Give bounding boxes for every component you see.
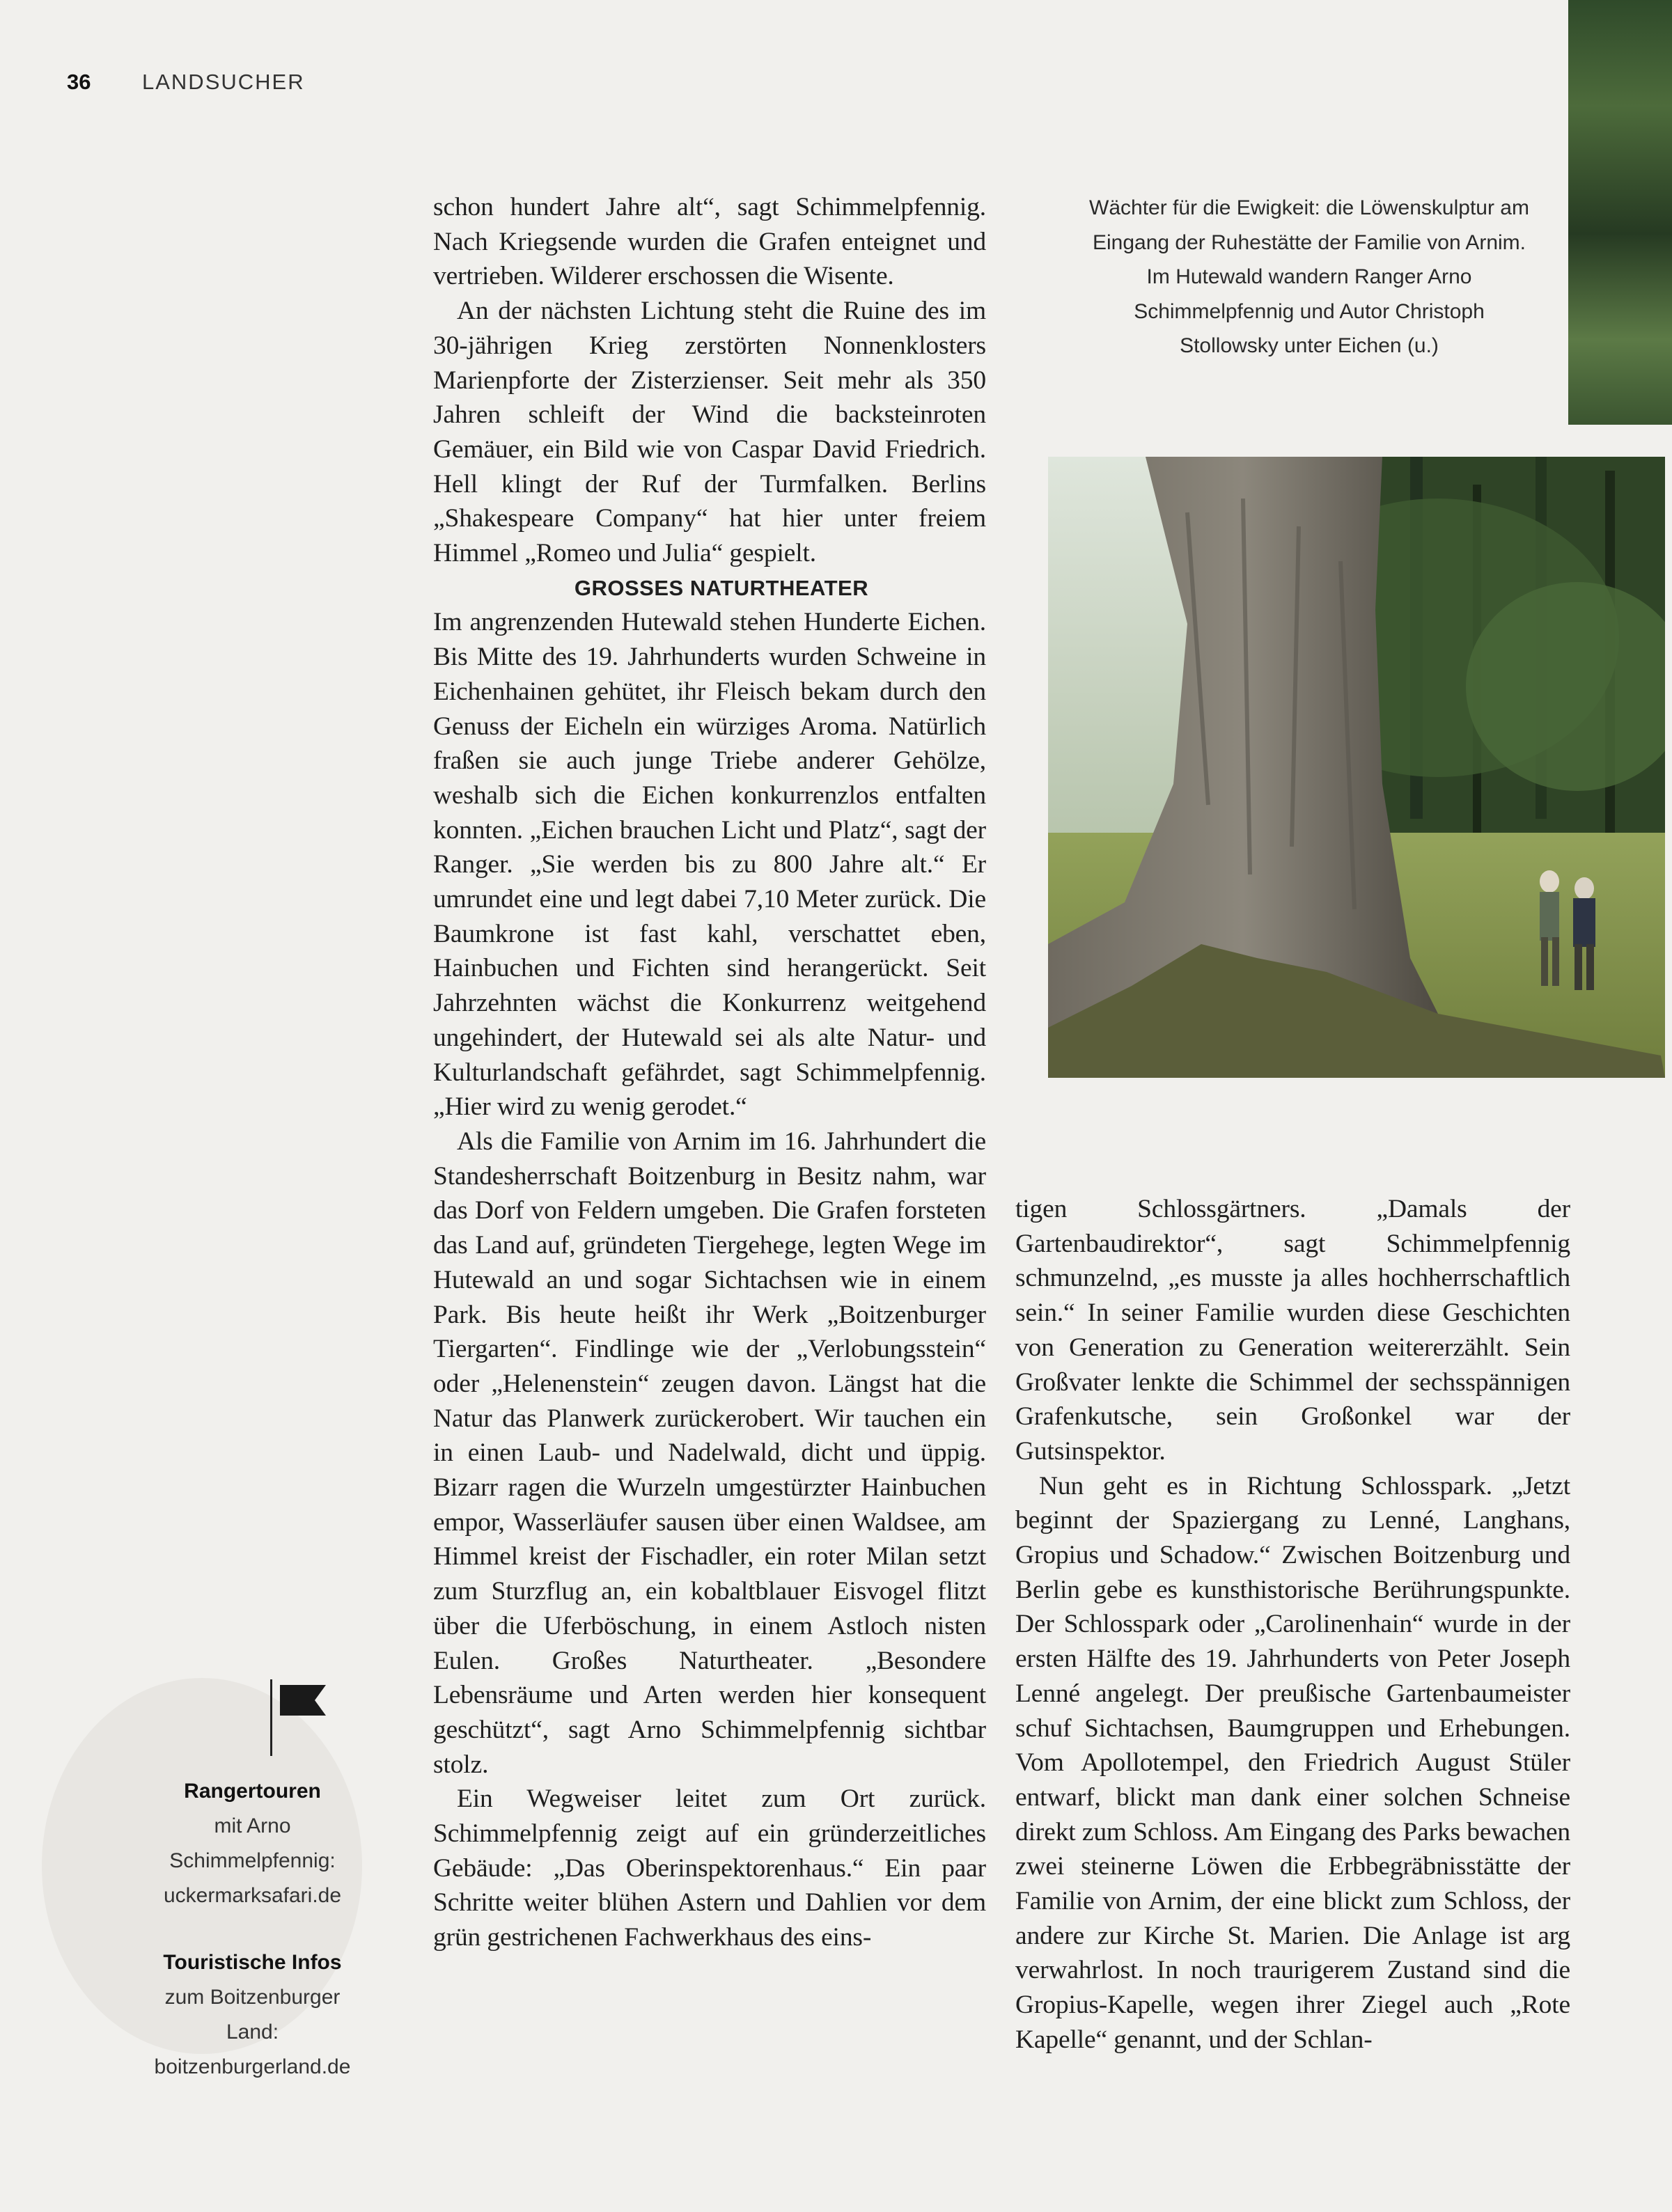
flag-icon <box>270 1679 326 1756</box>
info-line: mit Arno <box>214 1814 291 1837</box>
paragraph: Ein Wegweiser leitet zum Ort zurück. Schimmelpfennig zeigt auf ein gründerzeitliches Gebäude: „Das Oberinspektorenhaus.“ Ein paar Schritte weiter blühen Astern und Dahlien vor dem grün gestrichenen Fachwerkhaus des eins- <box>433 1784 986 1952</box>
paragraph: Als die Familie von Arnim im 16. Jahrhundert die Standesherrschaft Boitzenburg in Besitz nahm, war das Dorf von Feldern umgeben. Die Grafen forsteten das Land auf, gründeten Tiergehege, legten Wege im Hutewald an und sogar Sichtachsen wie in einem Park. Bis heute heißt ihr Werk „Boitzenburger Tiergarten“. Findlinge wie der „Verlobungsstein“ oder „Helenenstein“ zeugen davon. Längst hat die Natur das Planwerk zurückerobert. Wir tauchen ein in einen Laub- und Nadelwald, dicht und üppig. Bizarr ragen die Wurzeln umgestürzter Hainbuchen empor, Wasserläufer sausen über einen Waldsee, am Himmel kreist der Fischadler, ein roter Milan setzt zum Sturzflug an, ein kobaltblauer Eisvogel flitzt über die Uferböschung, in einem Astloch nisten Eulen. Großes Naturtheater. „Besondere Lebensräume und Arten werden hier konsequent geschützt“, sagt Arno Schimmelpfennig sichtbar stolz. <box>433 1127 986 1779</box>
section-name: LANDSUCHER <box>142 70 305 94</box>
info-link[interactable]: uckermarksafari.de <box>163 1884 342 1907</box>
photo-caption: Wächter für die Ewigkeit: die Löwenskulptur am Eingang der Ruhestätte der Familie von Arnim. Im Hutewald wandern Ranger Arno Schimmelpfennig und Autor Christoph Stollowsky unter Eichen (u.) <box>1089 196 1529 357</box>
paragraph: schon hundert Jahre alt“, sagt Schimmelpfennig. Nach Kriegsende wurden die Grafen enteignet und vertrieben. Wilderer erschossen die Wisente. <box>433 193 986 291</box>
info-rangertouren <box>139 1774 366 1913</box>
info-line: Land: <box>226 2021 279 2044</box>
article-column-middle <box>433 190 986 1955</box>
info-line: Schimmelpfennig: <box>169 1849 336 1872</box>
info-link[interactable]: boitzenburgerland.de <box>154 2055 351 2078</box>
paragraph: An der nächsten Lichtung steht die Ruine des im 30-jährigen Krieg zerstörten Nonnenklosters Marienpforte der Zisterzienser. Seit mehr als 350 Jahren schleift der Wind die backsteinroten Gemäuer, ein Bild wie von Caspar David Friedrich. Hell klingt der Ruf der Turmfalken. Berlins „Shakespeare Company“ hat hier unter freiem Himmel „Romeo und Julia“ gespielt. <box>433 297 986 568</box>
info-title: Touristische Infos <box>163 1951 342 1974</box>
info-touristische-infos <box>139 1945 366 2085</box>
paragraph: Im angrenzenden Hutewald stehen Hunderte Eichen. Bis Mitte des 19. Jahrhunderts wurden Schweine in Eichenhainen gehütet, ihr Fleisch bekam durch den Genuss der Eicheln ein würziges Aroma. Natürlich fraßen sie auch junge Triebe anderer Gehölze, weshalb sich die Eichen konkurrenzlos entfalten konnten. „Eichen brauchen Licht und Platz“, sagt der Ranger. „Sie werden bis zu 800 Jahre alt.“ Er umrundet eine und legt dabei 7,10 Meter zurück. Die Baumkrone ist fast kahl, verschattet eben, Hainbuchen und Fichten sind herangerückt. Seit Jahrzehnten wächst die Konkurrenz weitgehend ungehindert, der Hutewald sei als alte Natur- und Kulturlandschaft gefährdet, sagt Schimmelpfennig. „Hier wird zu wenig gerodet.“ <box>433 608 986 1122</box>
subheading: GROSSES NATURTHEATER <box>574 575 869 600</box>
paragraph: Nun geht es in Richtung Schlosspark. „Jetzt beginnt der Spaziergang zu Lenné, Langhans, Gropius und Schadow.“ Zwischen Boitzenburg und Berlin gebe es kunsthistorische Berührungspunkte. Der Schlosspark oder „Carolinenhain“ wurde in der ersten Hälfte des 19. Jahrhunderts von Peter Joseph Lenné angelegt. Der preußische Gartenbaumeister schuf Sichtachsen, Baumgruppen und Erhebungen. Vom Apollotempel, den Friedrich August Stüler entwarf, blickt man dank einer solchen Schneise direkt zum Schloss. Am Eingang des Parks bewachen zwei steinerne Löwen die Erbbegräbnisstätte der Familie von Arnim, der eine blickt zum Schloss, der andere zur Kirche St. Marien. Die Anlage ist arg verwahrlost. In noch traurigerem Zustand sind die Gropius-Kapelle, wegen ihrer Ziegel auch „Rote Kapelle“ genannt, und der Schlan- <box>1015 1471 1570 2054</box>
forest-photo-top <box>1568 0 1672 425</box>
oak-tree-photo <box>1048 457 1665 1078</box>
page-number: 36 <box>67 70 91 94</box>
article-column-right <box>1015 1192 1570 2057</box>
info-line: zum Boitzenburger <box>164 1986 341 2009</box>
info-title: Rangertouren <box>184 1780 321 1803</box>
paragraph: tigen Schlossgärtners. „Damals der Gartenbaudirektor“, sagt Schimmelpfennig schmunzelnd, „es musste ja alles hochherrschaftlich sein.“ In seiner Familie wurden diese Geschichten von Generation zu Generation weitererzählt. Sein Großvater lenkte die Schimmel der sechsspännigen Grafenkutsche, sein Großonkel war der Gutsinspektor. <box>1015 1195 1570 1466</box>
